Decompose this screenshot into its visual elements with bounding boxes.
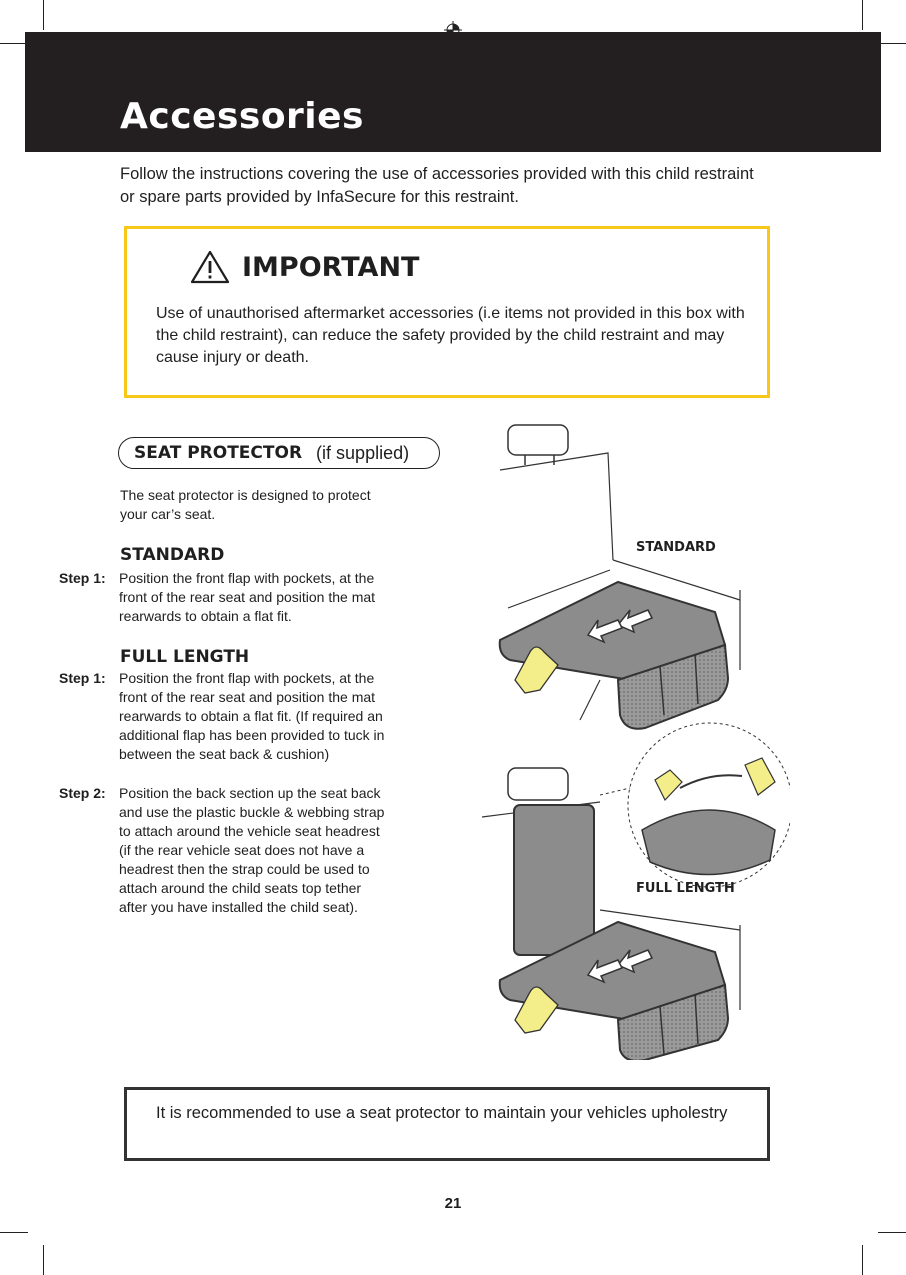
step-line: additional flap has been provided to tuck in bbox=[119, 727, 385, 743]
headrest bbox=[508, 768, 568, 800]
important-text: Use of unauthorised aftermarket accessories (i.e items not provided in this box with the child restraint), can reduce the safety provided by the child restraint and may cause injury or death. bbox=[156, 305, 745, 366]
full-length-heading: FULL LENGTH bbox=[120, 647, 250, 667]
important-heading bbox=[190, 250, 419, 284]
crop-mark bbox=[878, 1232, 906, 1233]
seat-protector-illustration bbox=[470, 410, 790, 1060]
full-length-figure-label: FULL LENGTH bbox=[636, 881, 735, 896]
step-line: between the seat back & cushion) bbox=[119, 746, 330, 762]
full-length-step2-text bbox=[119, 784, 429, 917]
back-section bbox=[514, 805, 594, 955]
step-line: to attach around the vehicle seat headrest bbox=[119, 823, 380, 839]
step-line: rearwards to obtain a flat fit. bbox=[119, 608, 292, 624]
description-line: your car’s seat. bbox=[120, 506, 216, 522]
headrest bbox=[508, 425, 568, 455]
step-line: front of the rear seat and position the mat bbox=[119, 689, 376, 705]
crop-mark bbox=[43, 0, 44, 30]
standard-step1-label: Step 1: bbox=[59, 570, 106, 586]
standard-heading: STANDARD bbox=[120, 545, 225, 565]
warning-triangle-icon bbox=[190, 250, 230, 284]
seat-back bbox=[500, 453, 613, 560]
crop-mark bbox=[0, 43, 28, 44]
crop-mark bbox=[878, 43, 906, 44]
note-text: It is recommended to use a seat protector to maintain your vehicles upholestry bbox=[156, 1104, 728, 1122]
full-length-step1-label: Step 1: bbox=[59, 670, 106, 686]
buckle-detail-inset bbox=[628, 723, 790, 887]
full-length-step2-label: Step 2: bbox=[59, 785, 106, 801]
seat-protector-pill bbox=[118, 437, 440, 469]
seat-protector-label: SEAT PROTECTOR bbox=[134, 443, 303, 463]
step-line: Position the front flap with pockets, at the bbox=[119, 570, 375, 586]
step-line: Position the back section up the seat back bbox=[119, 785, 381, 801]
standard-figure bbox=[500, 425, 740, 729]
seat-protector-suffix: (if supplied) bbox=[316, 442, 410, 463]
page-title: Accessories bbox=[120, 96, 364, 137]
crop-mark bbox=[862, 1245, 863, 1275]
intro-text: Follow the instructions covering the use of accessories provided with this child restraint or spare parts provided by InfaSecure for this restraint. bbox=[120, 165, 754, 206]
step-line: rearwards to obtain a flat fit. (If required an bbox=[119, 708, 383, 724]
step-line: and use the plastic buckle & webbing strap bbox=[119, 804, 385, 820]
step-line: headrest then the strap could be used to bbox=[119, 861, 370, 877]
step-line: front of the rear seat and position the mat bbox=[119, 589, 376, 605]
crop-mark bbox=[862, 0, 863, 30]
glove-hand-icon bbox=[745, 758, 775, 795]
description-line: The seat protector is designed to protect bbox=[120, 487, 371, 503]
glove-hand-icon bbox=[655, 770, 682, 800]
step-line: Position the front flap with pockets, at the bbox=[119, 670, 375, 686]
full-length-step1-text bbox=[119, 669, 429, 764]
page-number: 21 bbox=[444, 1195, 462, 1212]
webbing-strap bbox=[680, 775, 742, 788]
step-line: attach around the child seats top tether bbox=[119, 880, 362, 896]
standard-figure-label: STANDARD bbox=[636, 540, 716, 555]
important-title: IMPORTANT bbox=[242, 251, 420, 283]
crop-mark bbox=[0, 1232, 28, 1233]
crop-mark bbox=[43, 1245, 44, 1275]
step-line: (if the rear vehicle seat does not have a bbox=[119, 842, 365, 858]
step-line: after you have installed the child seat). bbox=[119, 899, 358, 915]
standard-step1-text bbox=[119, 569, 429, 626]
